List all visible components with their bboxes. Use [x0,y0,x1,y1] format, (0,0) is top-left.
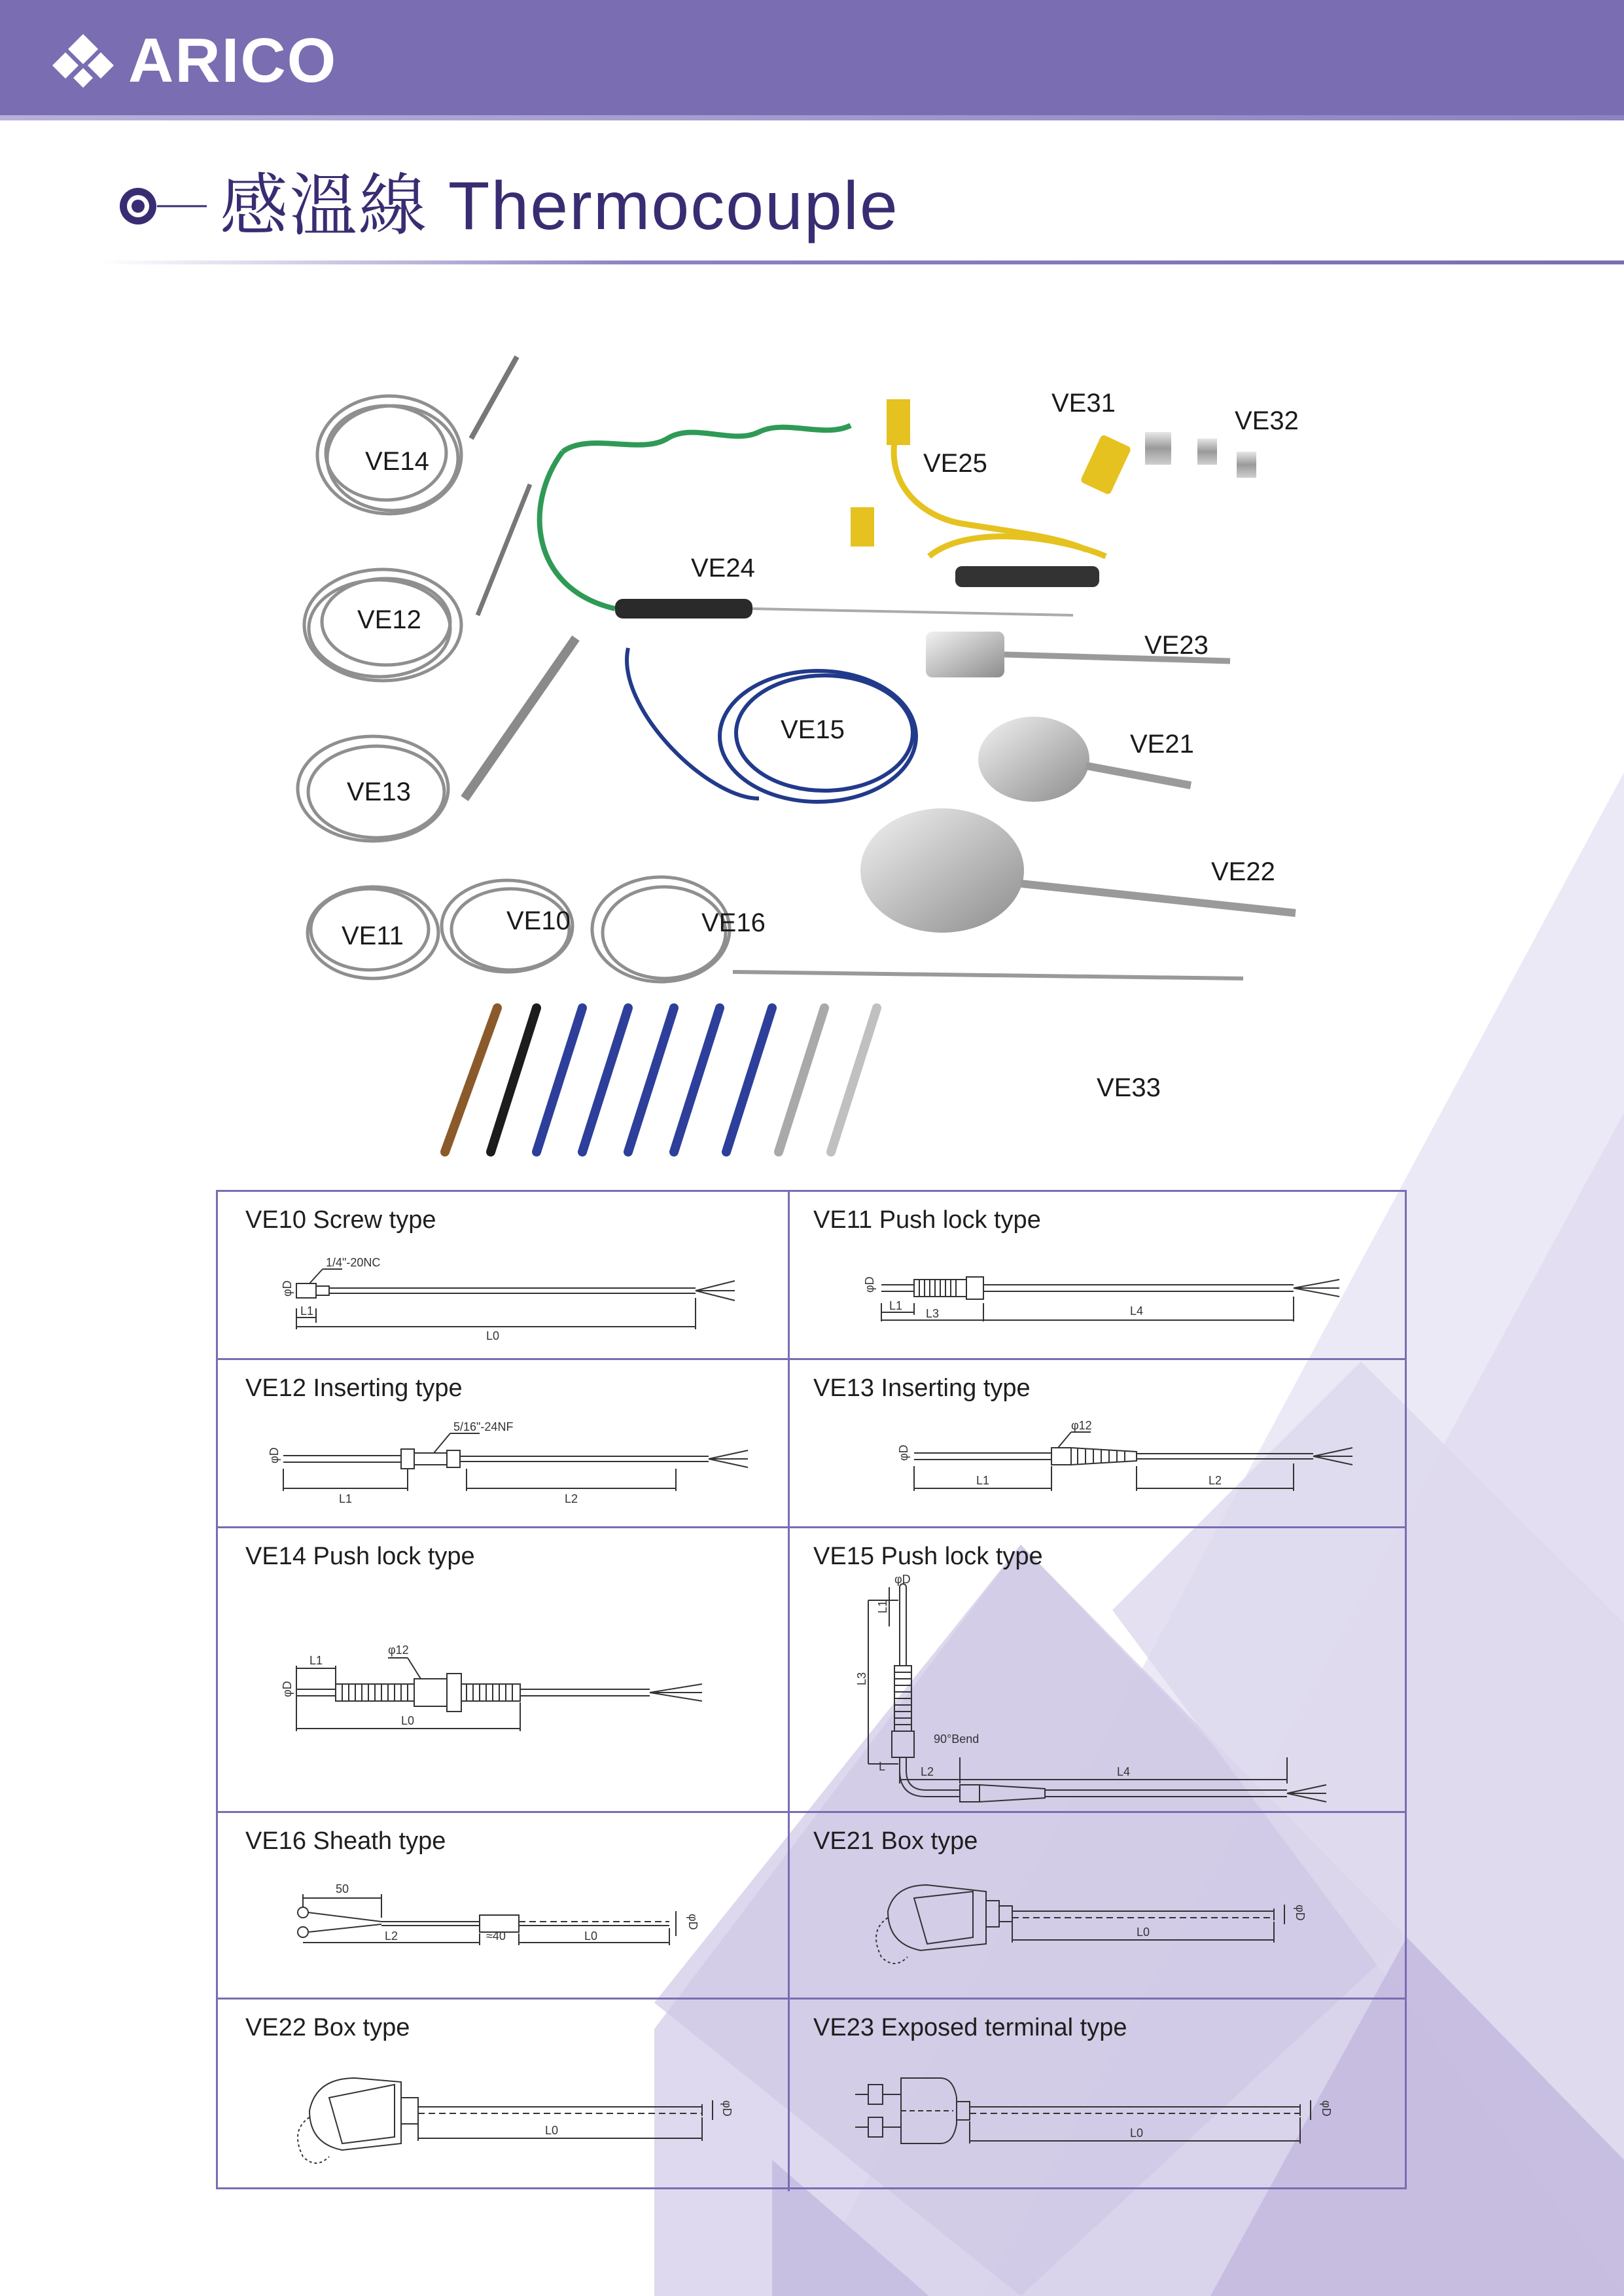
dim-ve13-l1: L1 [976,1474,990,1487]
spec-table [216,1190,1407,2189]
dim-ve21-l0: L0 [1137,1926,1150,1939]
photo-label-ve32: VE32 [1235,406,1299,435]
dim-ve16-d: φD [686,1914,699,1930]
drawing-ve13 [842,1406,1379,1517]
dim-ve14-dia: φ12 [388,1643,409,1657]
title-underline [98,260,1624,264]
dim-ve23-l0: L0 [1130,2126,1144,2140]
dim-ve22-d: φD [720,2100,733,2117]
dim-ve15-l1: L1 [876,1600,889,1613]
spec-cell-ve21 [790,1813,1405,1998]
spec-cell-ve11 [790,1192,1405,1358]
spec-title-ve15: VE15 Push lock type [813,1543,1043,1570]
photo-label-ve12: VE12 [357,605,421,634]
photo-label-ve13: VE13 [347,778,411,806]
dim-ve12-l2: L2 [565,1492,578,1505]
dim-ve15-bend: 90°Bend [934,1732,980,1746]
dim-ve23-d: φD [1320,2100,1333,2117]
dim-ve10-l1: L1 [300,1304,314,1318]
dim-ve14-d: φD [281,1681,294,1697]
photo-label-ve16: VE16 [701,908,766,937]
spec-row [218,1813,1405,2000]
wires-ve33 [445,1008,877,1152]
photo-label-ve33: VE33 [1097,1073,1161,1102]
dim-ve10-d: φD [281,1280,294,1297]
spec-title-ve13: VE13 Inserting type [813,1374,1031,1402]
coil-ve15 [627,648,916,802]
dim-ve16-l2: L2 [385,1929,398,1943]
drawing-ve11 [842,1238,1379,1349]
dim-ve16-len50: 50 [336,1882,349,1895]
dim-ve22-l0: L0 [545,2124,559,2137]
dim-ve16-len40: ≈40 [486,1929,506,1943]
dim-ve11-d: φD [863,1276,876,1293]
photo-label-ve11: VE11 [342,922,404,950]
dim-ve15-l: L [879,1760,886,1773]
spec-cell-ve22 [218,2000,790,2191]
dim-ve14-l0: L0 [401,1714,415,1727]
drawing-ve16 [270,1859,768,1990]
drawing-ve12 [270,1406,768,1517]
header-strip [0,115,1624,120]
page-title-row [115,164,899,249]
drawing-ve10 [270,1238,768,1349]
drawing-ve21 [842,1859,1392,1990]
dim-ve10-l0: L0 [486,1329,500,1342]
spec-row [218,1192,1405,1360]
dim-ve11-l1: L1 [889,1299,903,1312]
spec-cell-ve10 [218,1192,790,1358]
dim-ve14-l1: L1 [309,1654,323,1667]
spec-title-ve23: VE23 Exposed terminal type [813,2014,1127,2041]
photo-label-ve22: VE22 [1211,857,1275,886]
dim-ve13-dia: φ12 [1071,1419,1092,1432]
spec-row [218,1360,1405,1528]
dim-ve15-d: φD [894,1573,911,1586]
dim-ve15-l4: L4 [1117,1765,1131,1778]
dim-ve15-l3: L3 [855,1672,868,1685]
spec-title-ve21: VE21 Box type [813,1827,978,1855]
photo-label-ve21: VE21 [1130,730,1194,759]
spec-cell-ve13 [790,1360,1405,1526]
photo-label-ve31: VE31 [1051,389,1116,418]
spec-title-ve12: VE12 Inserting type [245,1374,463,1402]
dim-ve10-thread: 1/4"-20NC [326,1256,381,1269]
dim-ve21-d: φD [1294,1905,1307,1921]
spec-title-ve16: VE16 Sheath type [245,1827,446,1855]
drawing-ve15-dims [842,1751,1392,1790]
brand-name: ARICO [128,26,338,96]
target-bullet-icon [115,183,207,229]
arico-logo-icon [47,31,119,90]
spec-title-ve22: VE22 Box type [245,2014,410,2041]
brand-logo [47,26,338,96]
spec-title-ve14: VE14 Push lock type [245,1543,475,1570]
dim-ve11-l3: L3 [926,1307,940,1320]
spec-title-ve11: VE11 Push lock type [813,1206,1041,1234]
photo-label-ve15: VE15 [781,715,845,744]
drawing-ve23 [842,2045,1392,2183]
dim-ve15-l2: L2 [921,1765,934,1778]
spec-cell-ve16 [218,1813,790,1998]
dim-ve12-thread: 5/16"-24NF [453,1420,514,1433]
coil-ve14 [317,357,517,514]
drawing-ve14 [270,1574,768,1790]
dim-ve12-l1: L1 [339,1492,353,1505]
spec-cell-ve23 [790,2000,1405,2191]
photo-label-ve24: VE24 [691,554,755,583]
photo-label-ve10: VE10 [506,906,571,935]
dim-ve13-d: φD [897,1444,910,1461]
spec-title-ve10: VE10 Screw type [245,1206,436,1234]
coil-ve12 [304,484,530,681]
dim-ve12-d: φD [268,1447,281,1463]
spec-row [218,2000,1405,2191]
spec-row [218,1528,1405,1813]
photo-label-ve25: VE25 [923,449,987,478]
spec-cell-ve14 [218,1528,790,1811]
page-title: 感溫線 Thermocouple [220,168,899,244]
spec-cell-ve12 [218,1360,790,1526]
dim-ve16-l0: L0 [584,1929,598,1943]
photo-label-ve14: VE14 [365,447,429,476]
dim-ve11-l4: L4 [1130,1304,1144,1318]
dim-ve13-l2: L2 [1209,1474,1222,1487]
photo-label-ve23: VE23 [1144,631,1209,660]
spec-cell-ve15 [790,1528,1405,1811]
drawing-ve22 [270,2045,768,2183]
